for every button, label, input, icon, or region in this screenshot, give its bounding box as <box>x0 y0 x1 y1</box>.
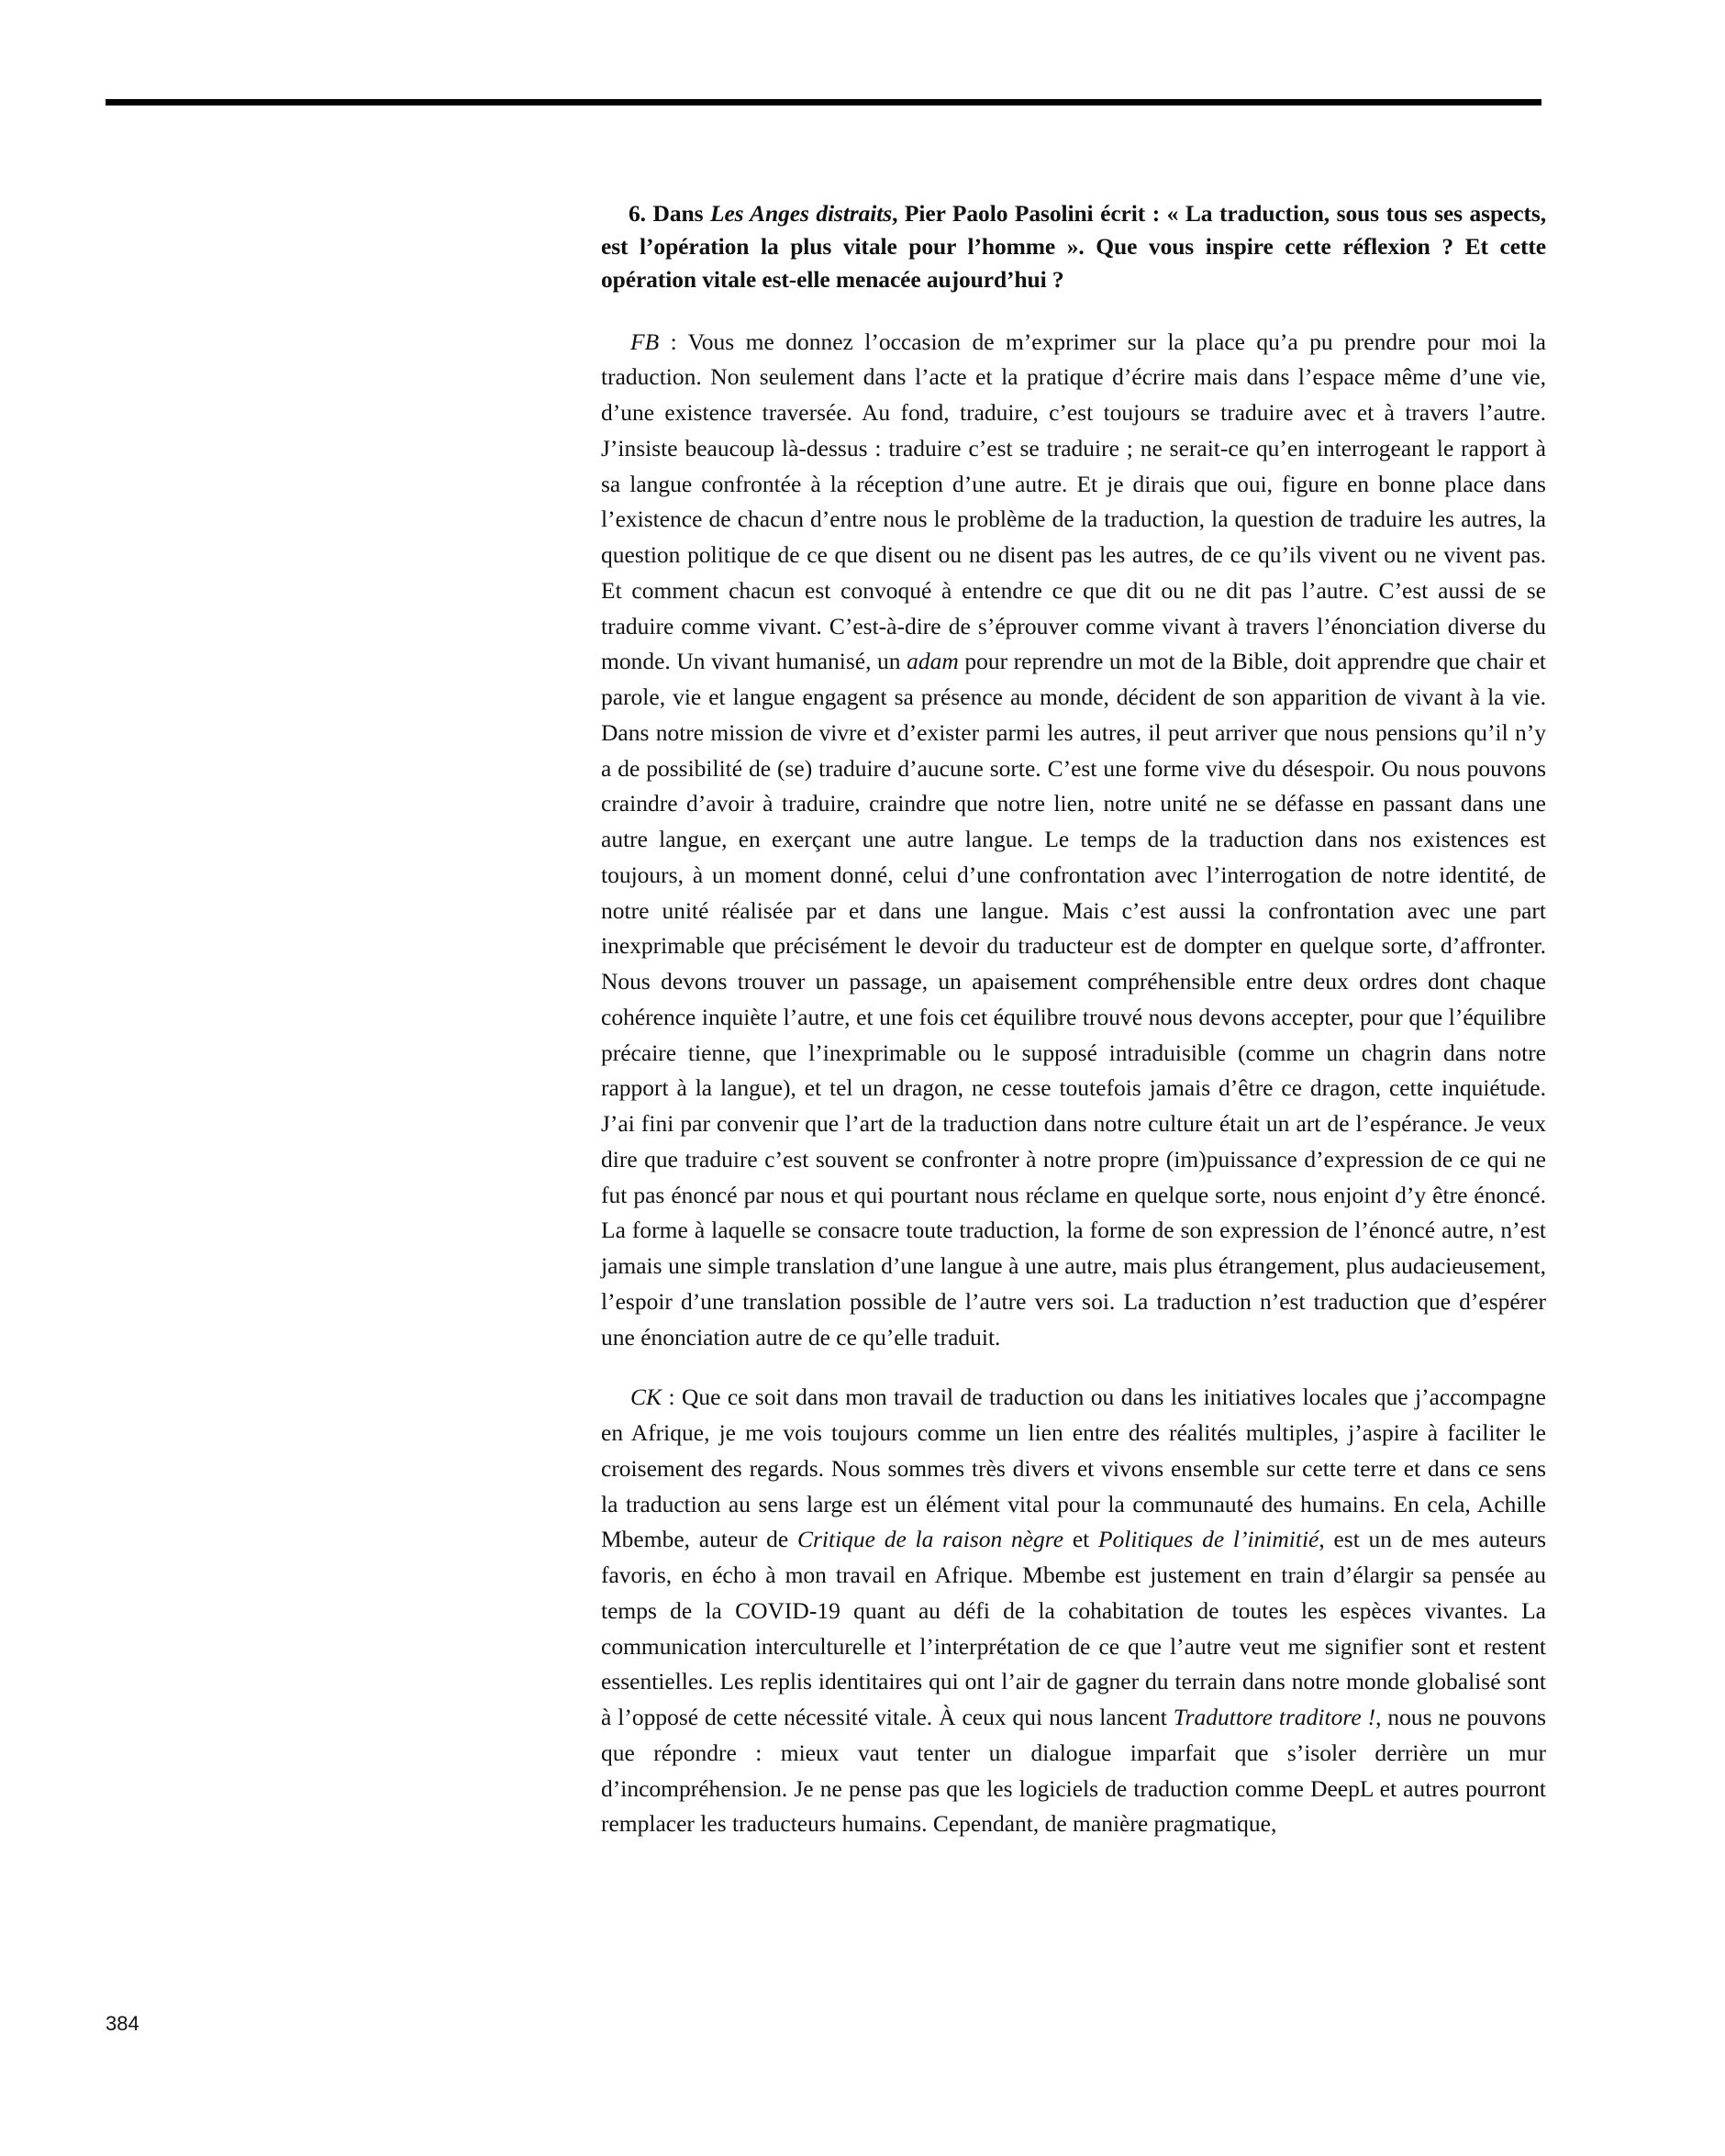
question-text-before-title: Dans <box>652 200 710 227</box>
answer-text-fb-part-2: pour reprendre un mot de la Bible, doit apprendre que chair et parole, vie et langue engagent sa présence au monde, décident de son apparition de vivant à la vie. Dans notre mission de vivre et d’exister parmi les autres, il peut arriver que nous pensions qu’il n’y a de possibilité de (se) traduire d’aucune sorte. C’est une forme vive du désespoir. Ou nous pouvons craindre d’avoir à traduire, craindre que notre lien, notre unité ne se défasse en passant dans une autre langue, en exerçant une autre langue. Le temps de la traduction dans nos existences est toujours, à un moment donné, celui d’une confrontation avec l’interrogation de notre identité, de notre unité réalisée par et dans une langue. Mais c’est aussi la confrontation avec une part inexprimable que précisément le devoir du traducteur est de dompter en quelque sorte, d’affronter. Nous devons trouver un passage, un apaisement compréhensible entre deux ordres dont chaque cohérence inquiète l’autre, et une fois cet équilibre trouvé nous devons accepter, pour que l’équilibre précaire tienne, que l’inexprimable ou le supposé intraduisible (comme un chagrin dans notre rapport à la langue), et tel un dragon, ne cesse toutefois jamais d’être ce dragon, cette inquiétude. J’ai fini par convenir que l’art de la traduction dans notre culture était un art de l’espérance. Je veux dire que traduire c’est souvent se confronter à notre propre (im)puissance d’expression de ce qui ne fut pas énoncé par nous et qui pourtant nous réclame en quelque sorte, nous enjoint d’y être énoncé. La forme à laquelle se consacre toute traduction, la forme de son expression de l’énoncé autre, n’est jamais une simple translation d’une langue à une autre, mais plus étrangement, plus audacieusement, l’espoir d’une translation possible de l’autre vers soi. La traduction n’est traduction que d’espérer une énonciation autre de ce qu’elle traduit. <box>601 648 1546 1350</box>
answer-text-ck-part-6: , nous ne pouvons que répondre : mieux vaut tenter un dialogue imparfait que s’isoler derrière un mur d’incompréhension. Je ne pense pas que les logiciels de traduction comme DeepL et autres pourront remplacer les traducteurs humains. Cependant, de manière pragmatique, <box>601 1704 1546 1838</box>
question-book-title: Les Anges distraits <box>709 200 893 227</box>
answer-italic-ck-title-2: Politiques de l’inimitié <box>1097 1526 1319 1553</box>
page-number: 384 <box>106 2012 139 2035</box>
speaker-initials-fb: FB <box>630 328 660 355</box>
answer-text-fb-part-0: Vous me donnez l’occasion de m’exprimer sur la place qu’a pu prendre pour moi la traduction. Non seulement dans l’acte et la pratique d’écrire mais dans l’espace même d’une vie, d’une existence traversée. Au fond, traduire, c’est toujours se traduire avec et à travers l’autre. J’insiste beaucoup là-dessus : traduire c’est se traduire ; ne serait-ce qu’en interrogeant le rapport à sa langue confrontée à la réception d’une autre. Et je dirais que oui, figure en bonne place dans l’existence de chacun d’entre nous le problème de la traduction, la question de traduire les autres, la question politique de ce que disent ou ne disent pas les autres, de ce qu’ils vivent ou ne vivent pas. Et comment chacun est convoqué à entendre ce que dit ou ne dit pas l’autre. C’est aussi de se traduire comme vivant. C’est-à-dire de s’éprouver comme vivant à travers l’énonciation diverse du monde. Un vivant humanisé, un <box>601 328 1547 675</box>
answer-italic-fb-adam: adam <box>907 648 959 675</box>
question-number: 6. <box>629 200 646 227</box>
speaker-separator-fb: : <box>659 328 688 355</box>
interview-question <box>601 197 1546 297</box>
answer-text-ck-part-2: et <box>1063 1526 1098 1553</box>
speaker-initials-ck: CK <box>630 1384 662 1411</box>
answer-paragraph-fb <box>601 325 1546 1356</box>
answer-paragraph-ck <box>601 1380 1546 1842</box>
speaker-separator-ck: : <box>662 1384 682 1411</box>
answer-text-ck-part-4: , est un de mes auteurs favoris, en écho à mon travail en Afrique. Mbembe est justement en train d’élargir sa pensée au temps de la COVID-19 quant au défi de la cohabitation de toutes les espèces vivantes. La communication interculturelle et l’interprétation de ce que l’autre veut me signifier sont et restent essentielles. Les replis identitaires qui ont l’air de gagner du terrain dans notre monde globalisé sont à l’opposé de cette nécessité vitale. À ceux qui nous lancent <box>601 1526 1546 1731</box>
page-content <box>601 197 1546 1842</box>
answer-italic-ck-proverb: Traduttore traditore ! <box>1173 1704 1376 1731</box>
answer-italic-ck-title-1: Critique de la raison nègre <box>796 1526 1064 1553</box>
question-text-after-title: , Pier Paolo Pasolini écrit : « La traduction, sous tous ses aspects, est l’opération la plus vitale pour l’homme ». Que vous inspire cette réflexion ? Et cette opération vitale est-elle menacée aujourd’hui ? <box>601 200 1547 294</box>
header-rule <box>106 99 1541 106</box>
answer-text-ck-part-0: Que ce soit dans mon travail de traduction ou dans les initiatives locales que j’accompagne en Afrique, je me vois toujours comme un lien entre des réalités multiples, j’aspire à faciliter le croisement des regards. Nous sommes très divers et vivons ensemble sur cette terre et dans ce sens la traduction au sens large est un élément vital pour la communauté des humains. En cela, Achille Mbembe, auteur de <box>601 1384 1546 1553</box>
